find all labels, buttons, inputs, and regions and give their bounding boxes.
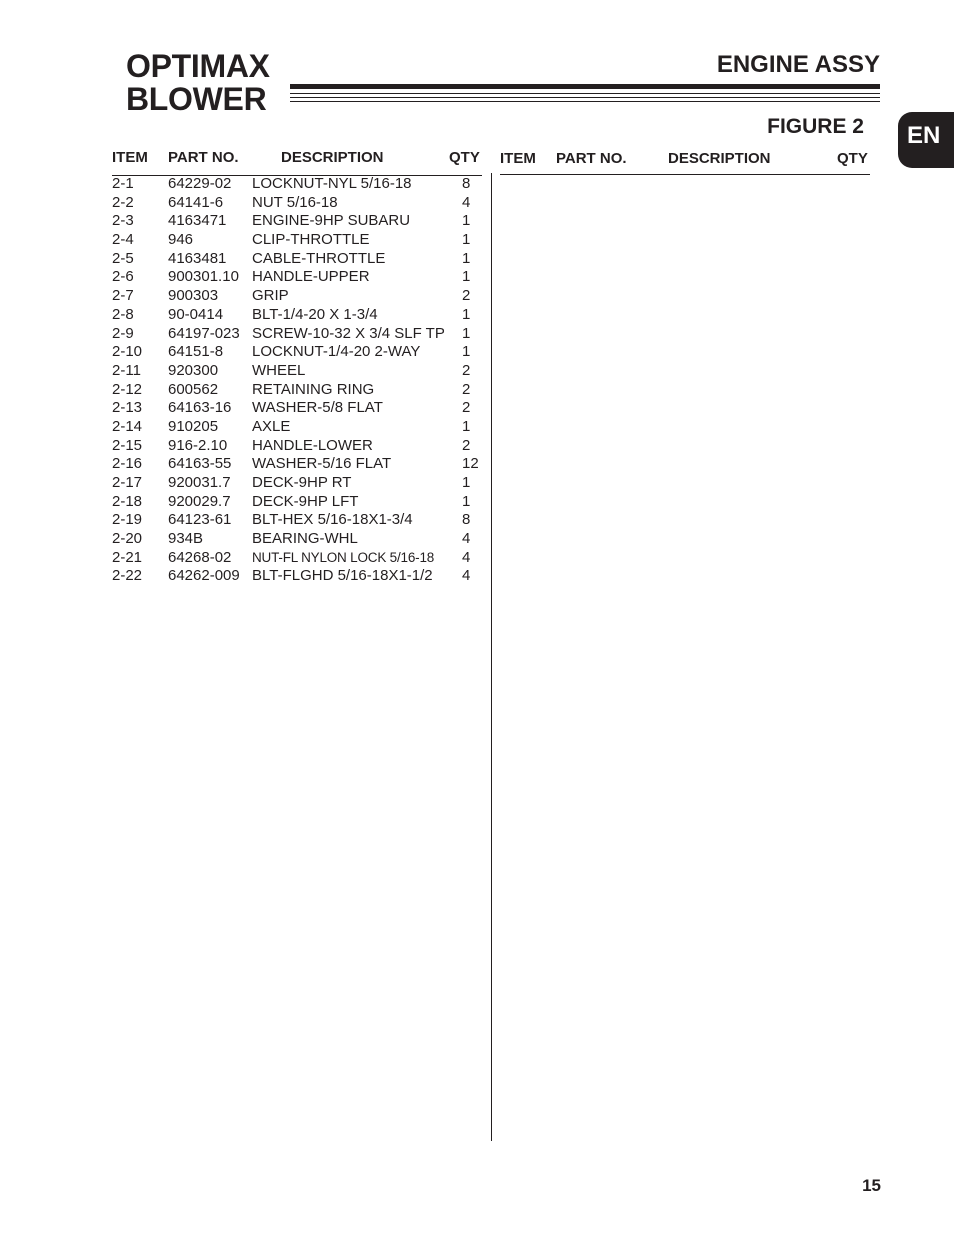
item-cell: 2-20 — [112, 530, 143, 548]
part-number-cell: 910205 — [168, 417, 219, 435]
header-rule-thick — [290, 84, 880, 89]
page-number: 15 — [862, 1176, 881, 1195]
part-number-cell: 920031.7 — [168, 474, 231, 491]
description-cell: SCREW-10-32 X 3/4 SLF TP — [252, 324, 445, 342]
item-cell: 2-22 — [112, 567, 143, 585]
part-number-cell: 64163-55 — [168, 455, 232, 473]
column-header-item: ITEM — [112, 149, 148, 166]
item-cell: 2-4 — [112, 231, 134, 249]
column-header-part-no: PART NO. — [556, 150, 627, 167]
qty-cell: 8 — [462, 511, 471, 529]
qty-cell: 12 — [462, 455, 479, 473]
part-number-cell: 920300 — [168, 361, 219, 379]
description-cell: CLIP-THROTTLE — [252, 231, 370, 249]
part-number-cell: 4163481 — [168, 249, 227, 267]
part-number-cell: 64141-6 — [168, 193, 224, 211]
qty-cell: 1 — [462, 474, 471, 491]
qty-cell: 2 — [462, 287, 471, 305]
header-rule-thin — [290, 97, 880, 98]
item-cell: 2-10 — [112, 343, 143, 361]
qty-cell: 1 — [462, 305, 471, 323]
description-cell: ENGINE-9HP SUBARU — [252, 212, 411, 230]
description-cell: DECK-9HP RT — [252, 474, 352, 491]
item-cell: 2-13 — [112, 399, 143, 417]
description-cell: BLT-FLGHD 5/16-18X1-1/2 — [252, 567, 433, 585]
item-cell: 2-8 — [112, 305, 134, 323]
qty-cell: 2 — [462, 436, 471, 454]
item-cell: 2-19 — [112, 511, 143, 529]
column-divider — [491, 173, 492, 1141]
item-cell: 2-11 — [112, 361, 141, 379]
description-cell: HANDLE-UPPER — [252, 268, 370, 286]
part-number-cell: 64163-16 — [168, 399, 232, 417]
item-cell: 2-2 — [112, 193, 134, 211]
item-cell: 2-15 — [112, 436, 143, 454]
qty-cell: 2 — [462, 399, 471, 417]
qty-cell: 1 — [462, 212, 471, 230]
brand-title-line1: OPTIMAX — [126, 48, 270, 84]
section-title: ENGINE ASSY — [716, 51, 880, 78]
qty-cell: 4 — [462, 548, 471, 566]
qty-cell: 1 — [462, 492, 471, 510]
column-header-qty: QTY — [837, 150, 868, 167]
part-number-cell: 64262-009 — [168, 567, 240, 585]
item-cell: 2-21 — [112, 548, 143, 566]
description-cell: WHEEL — [252, 361, 306, 379]
item-cell: 2-12 — [112, 380, 143, 398]
part-number-cell: 64197-023 — [168, 324, 240, 342]
qty-cell: 1 — [462, 249, 471, 267]
qty-cell: 1 — [462, 343, 471, 361]
description-cell: RETAINING RING — [252, 380, 375, 398]
item-cell: 2-16 — [112, 455, 143, 473]
item-cell: 2-1 — [112, 175, 134, 192]
part-number-cell: 90-0414 — [168, 305, 224, 323]
qty-cell: 4 — [462, 530, 471, 548]
part-number-cell: 920029.7 — [168, 492, 231, 510]
part-number-cell: 900303 — [168, 287, 219, 305]
qty-cell: 1 — [462, 268, 471, 286]
item-cell: 2-17 — [112, 474, 143, 491]
part-number-cell: 916-2.10 — [168, 436, 228, 454]
brand-title-line2: BLOWER — [126, 81, 267, 117]
part-number-cell: 600562 — [168, 380, 219, 398]
description-cell: AXLE — [252, 417, 291, 435]
description-cell: HANDLE-LOWER — [252, 436, 373, 454]
description-cell: DECK-9HP LFT — [252, 492, 359, 510]
language-tab: EN — [898, 112, 954, 168]
header-rule-lines — [290, 84, 880, 102]
brand-title — [126, 50, 270, 116]
figure-label: FIGURE 2 — [767, 115, 864, 138]
part-number-cell: 900301.10 — [168, 268, 239, 286]
qty-cell: 4 — [462, 567, 471, 585]
column-header-item: ITEM — [500, 150, 536, 167]
description-cell: CABLE-THROTTLE — [252, 249, 386, 267]
qty-cell: 8 — [462, 175, 471, 192]
column-header-description: DESCRIPTION — [668, 150, 771, 167]
description-cell: WASHER-5/16 FLAT — [252, 455, 392, 473]
column-header-part-no: PART NO. — [168, 149, 239, 166]
item-cell: 2-14 — [112, 417, 143, 435]
description-cell: LOCKNUT-1/4-20 2-WAY — [252, 343, 421, 361]
part-number-cell: 64151-8 — [168, 343, 224, 361]
right-header-underline — [500, 174, 870, 175]
description-cell: BLT-1/4-20 X 1-3/4 — [252, 305, 378, 323]
part-number-cell: 946 — [168, 231, 194, 249]
item-cell: 2-5 — [112, 249, 134, 267]
description-cell: WASHER-5/8 FLAT — [252, 399, 383, 417]
description-cell: LOCKNUT-NYL 5/16-18 — [252, 175, 412, 192]
part-number-cell: 64268-02 — [168, 548, 232, 566]
item-cell: 2-6 — [112, 268, 134, 286]
description-cell: NUT-FL NYLON LOCK 5/16-18 — [252, 549, 435, 565]
header-rule-thin — [290, 93, 880, 94]
item-cell: 2-18 — [112, 492, 143, 510]
qty-cell: 2 — [462, 380, 471, 398]
qty-cell: 1 — [462, 231, 471, 249]
column-header-description: DESCRIPTION — [281, 149, 384, 166]
description-cell: BLT-HEX 5/16-18X1-3/4 — [252, 511, 413, 529]
header-rule-thin — [290, 101, 880, 102]
part-number-cell: 64229-02 — [168, 175, 232, 192]
qty-cell: 4 — [462, 193, 471, 211]
description-cell: BEARING-WHL — [252, 530, 358, 548]
qty-cell: 1 — [462, 324, 471, 342]
qty-cell: 2 — [462, 361, 471, 379]
item-cell: 2-9 — [112, 324, 134, 342]
part-number-cell: 934B — [168, 530, 204, 548]
qty-cell: 1 — [462, 417, 471, 435]
item-cell: 2-7 — [112, 287, 134, 305]
description-cell: GRIP — [252, 287, 289, 305]
item-cell: 2-3 — [112, 212, 134, 230]
part-number-cell: 64123-61 — [168, 511, 232, 529]
column-header-qty: QTY — [449, 149, 480, 166]
description-cell: NUT 5/16-18 — [252, 193, 338, 211]
part-number-cell: 4163471 — [168, 212, 227, 230]
